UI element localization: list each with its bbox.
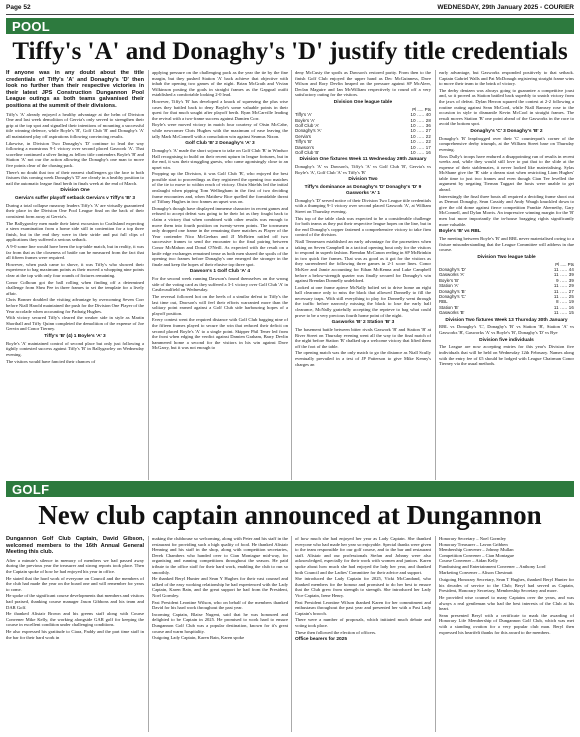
- paragraph: Outgoing Honorary Secretary, Sean T Hughes, thanked Beryl Hunter for his decades of service to the Club; Beryl had served as Captain, President, Honorary Secretary, Membership Secretary and more.: [439, 577, 574, 594]
- team-name: RBL: [439, 299, 448, 305]
- golf-column-1: [6, 536, 144, 732]
- paragraph: Tiffy's 'A' already enjoyed a healthy advantage at the helm of Division One and last week demolition of Gervia's only served to strengthen their grip at the top spot and signalled their intentions of mounting a successful title winning defence, while Boyle's 'B', Golf Club 'B' and Donaghy's 'A' all maintained play off aspirations following convincing results.: [6, 111, 144, 139]
- column-rule: [435, 70, 436, 480]
- paragraph: He provided wise counsel to many Captains over the years, and was always a real gentleman who had the best interests of the Club at his heart.: [439, 594, 574, 612]
- column-rule: [435, 536, 436, 732]
- paragraph: However, when push came to shove, it was Tiffy's who showed their experience to bag maximum points as their moved a whopping nine points clear at the top with only four rounds of fixtures remaining.: [6, 261, 144, 278]
- page-header: [6, 3, 574, 15]
- fixtures-title: Division Two fixtures Week 13 Thursday 30th January: [445, 317, 568, 323]
- paragraph: With victory secured Tiffy's cleared the weaker side in style as Martin Shorthall and Tiffy Quinn completed the demolition of the expense of Joe Gervin and Conor Tierney.: [6, 315, 144, 332]
- team-points: 11 ..... 16: [553, 304, 574, 310]
- paragraph: For the second week running Dawson's found themselves on the wrong side of the voting card as they suffered a 3-1 victory over Golf Club 'A' in Castlecaulfield on Wednesday.: [152, 276, 288, 293]
- paragraph: early advantage, but Gasworks responded positively to that setback. Captain Gabriel Walls and Pat McDonagh registering straight frame wins to move their team to the brink of victory.: [439, 70, 574, 87]
- team-name: Station 'B': [439, 304, 459, 310]
- team-points: 11 ..... 15: [553, 310, 574, 316]
- paragraph: The opening match was the only match to go the distance as Niall Scully eventually prevailed in a test of JP Patterson to give Mike Kenny's charges an: [295, 350, 431, 367]
- subheading: Division One: [60, 188, 90, 194]
- team-points: 11 ..... 44: [553, 267, 574, 273]
- table-title: Division Two league table: [477, 254, 536, 260]
- paragraph: Donaghy's 'B' leapfrogged over their 'C' counterpart's corner of the comprehensive derby triumph, at the William Street base on Thursday evening.: [439, 135, 574, 152]
- paragraph: of how much she had enjoyed her year as Lady Captain. She thanked everyone who had made her year so enjoyable. Special thanks were given to the team responsible for our golf course, and to the bar and restaurant staff. Alistair and our professionals Stefan and Johnny were also acknowledged, especially for their work with women and juniors. Karen spoke about how much she had enjoyed the lady her year, and thanked both Council and the Ladies' Committee for their advice and support.: [295, 536, 431, 575]
- paragraph: Boyle's were moved victory in match four courtesy of Oisin McCabe, while newcomer Chris Hughes with the maximum of ease leaving the tally Mark McConnell with a consolation win against Seamus Nixon.: [152, 122, 288, 139]
- paragraph: During a total collapse runaway leaders Tiffy's 'A' are virtually guaranteed their place in the Division One Pool League final on the back of their consistent form away at Gervia's.: [6, 202, 144, 220]
- paragraph: He spoke of the significant course developments that members and visitors had praised, thanking course manager Jason Gibbons and his team and DAR Golf.: [6, 593, 144, 610]
- paragraph: There's no doubt that two of their nearest challengers go the face to both fixtures this coming week Donaghy's 'D' are clearly in a healthy position to nail the automatic league final berth in finals week at the end of March.: [6, 169, 144, 186]
- subheading: Gasworks 'B' 2 Station 'B' 3: [331, 320, 395, 326]
- column-rule: [291, 536, 292, 732]
- paragraph: Chris Bonner doubled the visiting advantage by overcoming Seven Corr before Niall Harold maintained the push for the Division One Player of the Year accolade when accounting for Padraig Hughes.: [6, 297, 144, 314]
- team-points: 10 ..... 27: [410, 128, 431, 134]
- subheading: Division Two: [348, 177, 378, 183]
- team-points: 8 ..... 19: [556, 299, 574, 305]
- subheading: Tiffy's dominance as Donaghy's 'D' Donaghy's 'D' 9 Gasworks 'A' 1: [304, 185, 422, 196]
- paragraph: Donaghy's 'A' made the short sojourn to take on Golf Club 'B' in Windsor Hall recognising to build on their recent upturn in league fortunes, but in the end, it was their struggling guests, who came agonisingly close to an upset win.: [152, 147, 288, 170]
- team-points: 10 ..... 28: [410, 117, 431, 123]
- team-name: Boyle's 'A': [295, 117, 315, 123]
- paragraph: There were a number of proposals, which initiated much debate and voting took place.: [295, 617, 431, 628]
- list-item: Fundraising and Entertainment Convener – Anthony Lord: [439, 563, 546, 569]
- pool-section-bar: [6, 18, 574, 34]
- team-name: Golf Club 'A': [295, 122, 320, 128]
- golf-section-bar: [6, 481, 574, 497]
- list-item: Course Convener – Aidan Kelly: [439, 558, 498, 564]
- paragraph: Incoming Captain, Blaise Nugent, said that he was honoured and delighted to be Captain in 2025. He promised to work hard to ensure Dungannon Golf Club was a popular destination, known for it's great course and warm hospitality.: [152, 611, 288, 634]
- team-name: Gasworks 'B': [439, 310, 465, 316]
- pool-standfirst: If anyone was in any doubt about the title credentials of Tiffy's 'A' and Donaghy's 'D' then look no further than their respective victories in their latest JPS Construction Dungannon Pool League outings as both teams galvanised their positions at the summit of their divisions.: [6, 70, 144, 109]
- paragraph: making the clubhouse so welcoming, along with Peter and his staff in the restaurant for providing such a high quality of food. He thanked Alistair Henning and his staff in the shop, along with competition secretaries, Derek Chambers who handed over to Cian Montague mid-way, for organising and running competitions throughout the season. He paid tribute to the office staff for their hard work, enabling the club to run so smoothly.: [152, 536, 288, 575]
- team-name: Donaghy's 'C': [439, 294, 466, 300]
- team-points: 11 ..... 29: [553, 283, 574, 289]
- list-item: Competition Convener – Cian Montague: [439, 552, 515, 558]
- paragraph: The visitors would have fancied their chances of: [6, 358, 96, 364]
- team-points: 9 ..... 39: [556, 277, 574, 283]
- team-points: 11 ..... 39: [553, 272, 574, 278]
- paragraph: He thanked Beryl Hunter and Sean Y Hughes for their vast counsel and talked of the easy working relationship he had experienced with the Lady Captain, Karen Bain, and the great support he had from the President, Noel Gormley.: [152, 576, 288, 598]
- paragraph: The League are now accepting entries for this year's Division five individuals that will be held on Wednesday 12th February. Names along with the entry fee of £5 should be lodged with League Chairman Conor Tierney via the usual methods.: [439, 344, 574, 367]
- paragraph: applying pressure on the challenging pack as the year the tie by the fine margin, but they pushed Station 'A' back achieve that objective with inhab the opening two games of the night. Brian McGrath and Vivian Wilkinson posting the goals in straight frames as the Gapgoal outfit established a comfortable looking 2-0 lead.: [152, 70, 288, 98]
- golf-column-4: [439, 536, 574, 732]
- paragraph: Looked at one frame apiece McNally bolted set to drive home an eight ball clearance only to miss the black that allowed Donnelly to fill the necessary traps. With still everything to play for Donnelly went through the traffic before narrowly missing the black to lose the early half clearance, McNally gratefully accepting the reprieve to bag what could prove to be a very precious fourth home point of the night.: [295, 284, 431, 318]
- subheading: Boyle's 'B' vs RBL: [439, 229, 481, 235]
- table-header: Pl ..... Pts: [555, 261, 574, 267]
- paragraph: Donaghy's though have displayed immense character in recent games and refused to accept defeat was going to be their lot as they fought back to claim a victory that when combined with other results was enough to move them into fourth position on twenty-seven points. The townsmen only dropped one frame in the remaining three matches as Player of the Year contender Nico McGeehan and JJ McBrien rattled off two successive frames to send the encounter to the final pairing between Conor McMahon and Donal O'Neill. As expected with the result on a knife edge exchanges remained tense as both men shared the spoils of the opening two frames before Donaghy's one emerged the stronger in the finale and keep the hopes of their elusive top three spot.: [152, 205, 288, 267]
- fixtures-text: RBL vs Donaghy's 'C', Donaghy's 'B' vs Station 'B', Station 'A' vs Gasworks 'B', Gasworks 'A' vs Boyle's 'B', Donaghy's 'D' vs Bye: [439, 324, 574, 336]
- subheading: Donaghy's 'C' 3 Donaghy's 'B' 2: [470, 128, 543, 134]
- paragraph: These then followed the election of officers.: [295, 629, 377, 635]
- team-name: Golf Club 'B': [295, 150, 320, 156]
- golf-headline: New club captain announced at Dungannon: [38, 500, 542, 530]
- column-rule: [148, 536, 149, 732]
- table-row: [295, 150, 431, 155]
- subheading: Tiffy's 'B' (4) 1 Boyle's 'A' 3: [44, 333, 106, 339]
- pool-column-1: [6, 70, 144, 478]
- paragraph: Propping up the Division, it was Golf Club 'B', who enjoyed the best possible start to proceedings as they registered the opening two matches of the tie to move to within reach of victory. Oisin Shields led the initial onslaught when pipping Tom Wellingham in the first of two deciding frame encounters and, when Matthew Rice quelled the formidable threat of Tiffany Hughes in two frames an upset was on.: [152, 171, 288, 205]
- list-item: Honorary Treasurer – Lavon Gribben: [439, 541, 508, 547]
- paragraph: Likewise, in Division Two Donaghy's 'D' continue to lead the way following a monstrous 9-1 victory over second placed Gaswork 'A'. That scoreline continued a silver lining as fellow title contenders Boyle's 'B' and Station 'A' not our the action allowing the Donaghy's one man to move five points clear of the chasing pack.: [6, 140, 144, 168]
- division-two-league-table: [439, 262, 574, 316]
- pool-column-3: [295, 70, 431, 478]
- paragraph: He stated that the hard work of everyone on Council and the members of the club had made the year on the board one and will remember for years to come.: [6, 575, 144, 592]
- team-points: 10 ..... 36: [410, 122, 431, 128]
- team-name: Gervia's: [295, 133, 311, 139]
- paragraph: He thanked Alistair Brown and his greens staff along with Course Convener Mike Kelly, the working alongside GAR golf for keeping the course in excellent condition under challenging conditions.: [6, 611, 144, 628]
- division-one-league-table: [295, 107, 431, 156]
- issue-date: WEDNESDAY, 29th January 2025 - COURIER: [437, 4, 574, 11]
- pool-column-2: [152, 70, 288, 478]
- golf-column-2: [152, 536, 288, 732]
- team-points: 10 ..... 40: [410, 112, 431, 118]
- paragraph: A 9-0 some line would have been the top-table match, but in reality, it was far from that as the closeness of battle can be measured from the fact that all fifteen frames were required.: [6, 244, 144, 261]
- table-header: Pl ..... Pts: [412, 106, 431, 112]
- golf-standfirst: Dungannon Golf Club Captain, David Gibson, welcomed members to the 16th Annual General Meeting this club.: [6, 536, 144, 556]
- team-points: 11 ..... 27: [553, 288, 574, 294]
- subheading: Gervia's suffer playoff setback Gervia's v Tiffy's 'B' 3: [15, 196, 135, 202]
- paragraph: Ross Dully's troops have endured a disappointing run of results in recent weeks and, while they would still love to put that to the slide at the expense of their stablemates, it never looked like materialising. Sylas McShane give the 'B' side a dream start when restricting Liam Hughes' table time to just two frames and even though Cian Tee levelled the argument by negating Tiernan Taggart the hosts were unable to get ahead.: [439, 153, 574, 193]
- subheading: Golf Club 'B' 2 Donaghy's 'A' 3: [185, 141, 255, 147]
- pool-column-4: [439, 70, 574, 478]
- paragraph: The derby denizen was always going to guarantee a competitive joust and, so it proved as Station battled back superbly to snatch victory from the jaws of defeat. Dylan Herron squared the contest at 2-2 following a routine outing against Sean McCord, while Niall Ramsey rose to the occasion in style to dismantle Kevin McCool in straight frames. The result moves Station 'B' one point ahead of the Gasworks in the race to avoid the bottom spot.: [439, 87, 574, 127]
- paragraph: This top of the table clash was expected to be a considerable challenge for both teams as they put their respective league hopes on the line, but in the end Donaghy's copper fastened a comprehensive victory to take firm control of the division.: [295, 215, 431, 238]
- pool-headline: Tiffy's 'A' and Donaghy's 'D' justify title credentials: [12, 38, 568, 65]
- paragraph: After a minute's silence in memory of members we had passed away during the previous year the treasurer and strong reports took place. Then the Captain spoke of how he had enjoyed his year in office.: [6, 557, 144, 574]
- table-row: [439, 310, 574, 315]
- pool-section-label: POOL: [12, 19, 51, 34]
- paragraph: Conor Colhoun got the ball rolling when finding off a determined challenge from Shea Fee in three frames to set the template for a lively affair.: [6, 279, 144, 296]
- column-rule: [148, 70, 149, 480]
- paragraph: The reversal followed hot on the heels of a similar defeat to Tiffy's the last time out, Dawson's will feel their efforts warranted more than the solitary point earned against a Golf Club side harbouring hopes of a playoff position.: [152, 293, 288, 316]
- golf-section-label: GOLF: [12, 482, 50, 497]
- team-points: 10 ..... 17: [410, 144, 431, 150]
- team-name: Tiffy's 'B': [295, 139, 312, 145]
- team-name: Donaghy's 'B': [439, 288, 466, 294]
- paragraph: He also expressed his gratitude to Ciara, Paddy and the part time staff in the bar for their hard work in: [6, 628, 144, 640]
- list-item: Membership Convener – Johnny Mullan: [439, 547, 514, 553]
- team-name: Gasworks 'A': [439, 272, 465, 278]
- column-rule: [291, 70, 292, 480]
- subheading: Office bearers for 2025: [295, 637, 347, 643]
- paragraph: Niall Tennessen established an early advantage for the pacesetters when taking on Seven Campbell in a tactical opening bout only for the visitors to respond in superb fashion. Brendan McCanon reeling in SP McBrinkin in two quick fire frames. That was as good as it got for the visitors as they surrendered the following three games in 2-1 score lines. Conor McKee and Jamie accounting for Ethan McKenna and Luke Campbell before a below-strength quarter was finally secured for Donaghy's win against Brendan Donnelly undeldoed.: [295, 238, 431, 284]
- paragraph: Donaghy's 'D' served notice of their Division Two League title credentials with a thumping 9-1 victory over second placed Gaswork 'A', at William Street on Thursday evening.: [295, 197, 431, 214]
- team-name: Donaghy's 'D': [439, 267, 466, 273]
- subheading: Division five individuals: [479, 337, 534, 343]
- team-points: 10 ..... 22: [410, 139, 431, 145]
- team-name: Tiffy's 'A': [295, 112, 312, 118]
- team-points: 11 ..... 25: [553, 294, 574, 300]
- team-name: Boyle's 'B': [439, 277, 459, 283]
- paragraph: Past President Leontine Wilson thanked Karen for her commitment and enthusiasm throughout the past year and presented her with a Past Lady Captain's brooch.: [295, 599, 431, 616]
- paragraph: The basement battle between bitter rivals Gaswork 'B' and Station 'B' at River Street on Thursday evening went all the way to the final match of the night before Station 'B' chalked up a welcome victory that lifted them off the foot of the table.: [295, 327, 431, 349]
- paragraph: She introduced the Lady Captain for 2025, Vicki McCandand, who thanked members for the honour and promised to do her best to ensure that the Club grew from strength to strength. She introduced her Lady Vice Captain, Irene Henry.: [295, 576, 431, 598]
- paragraph: Interestingly the final three bouts all required a deciding frame shoot out as Dermot Donaghy, Sean Cassidy and Andy Waugh knuckled down to give the old dome against fierce competition Frankie Abernethy, Gary McConnell, and Dylan Morris. An impressive winning margin for the 'B' men but more importantly the in-house bragging rights significantly more valuable.: [439, 193, 574, 227]
- paragraph: The meeting between Boyle's 'B' and RBL never materialised owing to a fixture misunderstanding that the League Committee will address in due course.: [439, 236, 574, 253]
- golf-column-3: [295, 536, 431, 732]
- team-name: Station 'A': [439, 283, 459, 289]
- list-item: Marketing Convener – Alison Chestnutt: [439, 569, 513, 575]
- fixtures-title: Division One fixtures Week 11 Wednesday 29th January: [299, 157, 427, 163]
- team-points: 10 ..... 22: [410, 133, 431, 139]
- team-points: 10 ..... 16: [410, 150, 431, 156]
- list-item: Honorary Secretary – Noel Gormley: [439, 536, 507, 541]
- paragraph: Boyle's 'A' maintained control of second place but only just following a tightly contested success against Tiffy's 'B' in Ballygawley on Wednesday evening.: [6, 340, 144, 357]
- paragraph: Past President Leontine Wilson, who on behalf of the members thanked David for his hard work throughout the past year.: [152, 599, 288, 611]
- fixtures-text: Donaghy's 'A' vs Dawson's, Tiffy's 'A' vs Golf Club 'B', Gervia's vs Boyle's 'A', Golf Club 'A' vs Tiffy's 'B': [295, 164, 431, 175]
- paragraph: deny McCusty the spoils as Dawson's restored parity. From then to the finish Golf Club enjoyed the upper hand as Dec McGuinness, Dave Wilson and Rory Devlin heaped on the pressure against SP McAleer, Declan Maguire and Ian McWilliam respectively to round off a very satisfactory outing for the visitors.: [295, 70, 431, 98]
- paragraph: The Ballygawley men made their latest excursion to Coalisland expecting a stern examination from a home side still in contention for a top three finish, but in the end they were in their stride and put full clips of applications they suffered a serious setback.: [6, 220, 144, 243]
- paragraph: Sean presented Beryl with a certificate to mark the awarding of Honorary Life Membership of Dungannon Golf Club, which was met with a standing ovation for a very popular club man. Beryl then expressed his heartfelt thanks for this award to the members.: [439, 612, 574, 635]
- team-name: Dawson's: [295, 144, 314, 150]
- page-number: Page 52: [6, 4, 31, 11]
- table-title: Division One league table: [333, 99, 393, 105]
- paragraph: Outgoing Lady Captain, Karen Bain, Karen spoke: [152, 635, 245, 641]
- subheading: Dawson's 1 Golf Club 'A' 4: [189, 269, 251, 275]
- paragraph: However, Tiffy's 'B' has developed a knack of squeezing the plus wise cases they battled back to deny Boyle's some valuable points in their quest for that much sought after playoff berth. Ryan McCarville leading the revival with a two-frame success against Damien Corr.: [152, 98, 288, 121]
- team-name: Donaghy's 'A': [295, 128, 322, 134]
- paragraph: Every contest went the required distance with Golf Club bagging nine of the fifteen frames played to secure the win that reduced their deficit on second placed Boyle's 'A' to a single point. Skipper Phil Tener led from the front when edging the verdict against Damien Graham, Barry Devlin hammered home a second for the visitors in his win against Dave McGarry, but it was not enough to: [152, 317, 288, 351]
